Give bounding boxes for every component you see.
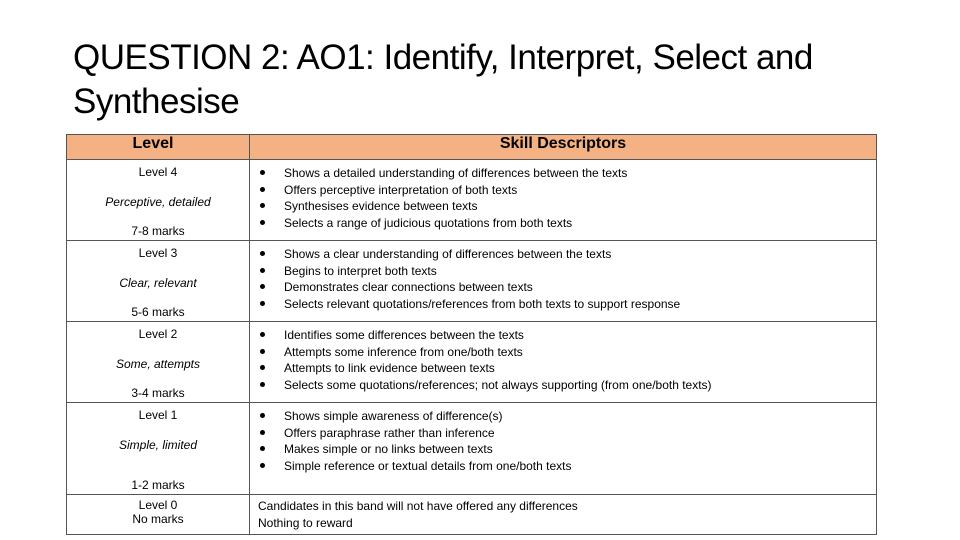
descriptor-text: Identifies some differences between the texts xyxy=(284,328,524,342)
table-header-row xyxy=(67,135,877,160)
level-marks: No marks xyxy=(132,512,184,526)
bullet-icon xyxy=(260,268,265,273)
level-name: Level 2 xyxy=(138,327,178,341)
bullet-icon xyxy=(260,349,265,354)
level-marks: 5-6 marks xyxy=(131,305,185,319)
descriptor-item xyxy=(250,296,876,313)
descriptor-item xyxy=(250,408,876,425)
descriptor-text: Attempts to link evidence between texts xyxy=(284,361,495,376)
descriptor-text: Nothing to reward xyxy=(258,516,353,530)
descriptor-text: Offers perceptive interpretation of both texts xyxy=(284,182,518,197)
level-quality: Simple, limited xyxy=(118,438,198,452)
descriptor-item xyxy=(250,425,876,442)
bullet-icon xyxy=(260,446,265,451)
level-name: Level 1 xyxy=(138,408,178,422)
descriptor-text: Makes simple or no links between texts xyxy=(284,442,493,457)
descriptor-item xyxy=(250,165,876,182)
level-cell xyxy=(67,322,250,403)
level-quality: Clear, relevant xyxy=(119,276,197,290)
bullet-icon xyxy=(260,251,265,256)
descriptor-text: Demonstrates clear connections between texts xyxy=(284,280,533,295)
bullet-icon xyxy=(260,301,265,306)
bullet-icon xyxy=(260,332,265,337)
descriptor-text: Synthesises evidence between texts xyxy=(284,199,478,214)
descriptor-item xyxy=(250,279,876,296)
level-cell xyxy=(67,403,250,495)
bullet-icon xyxy=(260,430,265,435)
descriptor-text: Shows simple awareness of difference(s) xyxy=(284,409,503,423)
table-row-level-1 xyxy=(67,403,877,495)
bullet-icon xyxy=(260,413,265,418)
bullet-icon xyxy=(260,382,265,387)
level-cell xyxy=(67,160,250,241)
level-marks: 3-4 marks xyxy=(131,386,185,400)
level-marks: 7-8 marks xyxy=(131,224,185,238)
descriptor-item xyxy=(250,215,876,232)
descriptor-text: Selects some quotations/references; not always supporting (from one/both texts) xyxy=(284,377,712,392)
header-skill-descriptors: Skill Descriptors xyxy=(250,135,877,160)
descriptor-text: Shows a detailed understanding of differences between the texts xyxy=(284,166,628,180)
table-row-level-0 xyxy=(67,495,877,535)
descriptor-item xyxy=(250,263,876,280)
table-row-level-2 xyxy=(67,322,877,403)
level-name: Level 4 xyxy=(138,165,178,179)
descriptor-text: Selects relevant quotations/references from both texts to support response xyxy=(284,296,681,311)
table-row-level-4 xyxy=(67,160,877,241)
page-title: QUESTION 2: AO1: Identify, Interpret, Select and Synthesise xyxy=(73,38,813,121)
bullet-icon xyxy=(260,170,265,175)
descriptor-cell xyxy=(250,241,877,322)
bullet-icon xyxy=(260,463,265,468)
level-name: Level 0 xyxy=(138,498,178,512)
descriptor-item xyxy=(250,327,876,344)
descriptor-text: Begins to interpret both texts xyxy=(284,263,437,278)
descriptor-text: Selects a range of judicious quotations from both texts xyxy=(284,215,573,230)
level-quality: Perceptive, detailed xyxy=(105,195,211,209)
level-marks: 1-2 marks xyxy=(131,478,185,492)
descriptor-cell xyxy=(250,495,877,535)
descriptor-item xyxy=(250,377,876,394)
mark-scheme-table xyxy=(66,134,877,535)
level-quality: Some, attempts xyxy=(115,357,201,371)
descriptor-item xyxy=(250,182,876,199)
level-cell xyxy=(67,495,250,535)
descriptor-text: Offers paraphrase rather than inference xyxy=(284,425,495,440)
descriptor-item xyxy=(250,198,876,215)
table-row-level-3 xyxy=(67,241,877,322)
descriptor-text: Simple reference or textual details from one/both texts xyxy=(284,458,572,473)
descriptor-cell xyxy=(250,322,877,403)
bullet-icon xyxy=(260,284,265,289)
descriptor-item xyxy=(250,458,876,475)
descriptor-item xyxy=(250,246,876,263)
bullet-icon xyxy=(260,220,265,225)
descriptor-text: Candidates in this band will not have offered any differences xyxy=(258,499,578,513)
descriptor-cell xyxy=(250,160,877,241)
descriptor-text: Attempts some inference from one/both texts xyxy=(284,344,523,359)
level-name: Level 3 xyxy=(138,246,178,260)
bullet-icon xyxy=(260,203,265,208)
descriptor-item xyxy=(250,360,876,377)
level-cell xyxy=(67,241,250,322)
header-level: Level xyxy=(67,135,250,160)
descriptor-text: Shows a clear understanding of differences between the texts xyxy=(284,247,612,261)
bullet-icon xyxy=(260,365,265,370)
descriptor-cell xyxy=(250,403,877,495)
descriptor-item xyxy=(250,441,876,458)
bullet-icon xyxy=(260,187,265,192)
descriptor-item xyxy=(250,344,876,361)
